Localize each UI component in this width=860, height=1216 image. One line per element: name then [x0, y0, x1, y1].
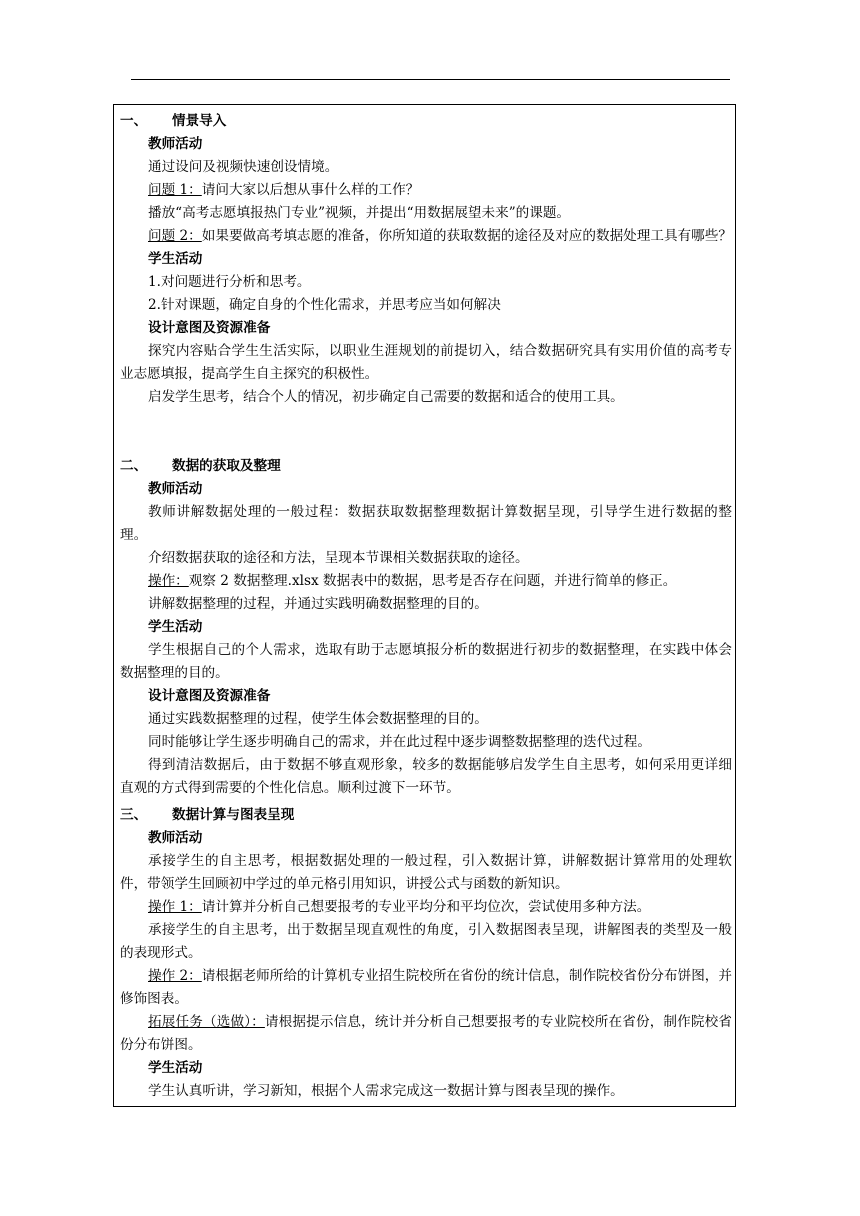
paragraph: 讲解数据整理的过程，并通过实践明确数据整理的目的。 — [148, 596, 488, 612]
student-heading: 学生活动 — [148, 1060, 203, 1076]
section-number: 一、 — [120, 113, 148, 129]
design-heading: 设计意图及资源准备 — [148, 688, 271, 704]
paragraph: 2.针对课题，确定自身的个性化需求，并思考应当如何解决 — [148, 297, 501, 313]
student-heading: 学生活动 — [148, 251, 203, 267]
paragraph: 启发学生思考，结合个人的情况，初步确定自己需要的数据和适合的使用工具。 — [148, 389, 624, 405]
paragraph: 学生根据自己的个人需求，选取有助于志愿填报分析的数据进行初步的数据整理，在实践中体会数据整理的目的。 — [120, 642, 732, 681]
paragraph: 探究内容贴合学生生活实际，以职业生涯规划的前提切入，结合数据研究具有实用价值的高考专业志愿填报，提高学生自主探究的积极性。 — [120, 343, 732, 382]
section-title: 数据计算与图表呈现 — [172, 807, 295, 823]
section-title: 数据的获取及整理 — [172, 458, 281, 474]
paragraph: 介绍数据获取的途径和方法，呈现本节课相关数据获取的途径。 — [148, 550, 529, 566]
paragraph: 1.对问题进行分析和思考。 — [148, 274, 311, 290]
paragraph: 承接学生的自主思考，根据数据处理的一般过程，引入数据计算，讲解数据计算常用的处理软件，带领学生回顾初中学过的单元格引用知识，讲授公式与函数的新知识。 — [120, 853, 732, 892]
paragraph: 得到清洁数据后，由于数据不够直观形象，较多的数据能够启发学生自主思考，如何采用更详细直观的方式得到需要的个性化信息。顺利过渡下一环节。 — [120, 757, 732, 796]
section-title: 情景导入 — [172, 113, 227, 129]
paragraph: 操作 1：请计算并分析自己想要报考的专业平均分和平均位次，尝试使用多种方法。 — [148, 899, 651, 915]
question-label: 问题 1： — [148, 182, 202, 198]
section-number: 二、 — [120, 458, 148, 474]
header-rule — [131, 79, 730, 80]
operation-label: 操作： — [148, 573, 189, 589]
section-number: 三、 — [120, 807, 148, 823]
paragraph: 承接学生的自主思考，出于数据呈现直观性的角度，引入数据图表呈现，讲解图表的类型及一般的表现形式。 — [120, 922, 732, 961]
paragraph: 问题 2：如果要做高考填志愿的准备，你所知道的获取数据的途径及对应的数据处理工具有哪些？ — [148, 228, 732, 244]
paragraph: 学生认真听讲，学习新知，根据个人需求完成这一数据计算与图表呈现的操作。 — [148, 1083, 624, 1099]
paragraph: 通过实践数据整理的过程，使学生体会数据整理的目的。 — [148, 711, 488, 727]
operation-label: 操作 2： — [148, 968, 202, 984]
question-label: 问题 2： — [148, 228, 202, 244]
operation-label: 操作 1： — [148, 899, 202, 915]
lesson-content — [120, 110, 732, 1103]
paragraph: 操作 2：请根据老师所给的计算机专业招生院校所在省份的统计信息，制作院校省份分布饼图，并修饰图表。 — [120, 968, 732, 1007]
teacher-heading: 教师活动 — [148, 830, 203, 846]
paragraph: 同时能够让学生逐步明确自己的需求，并在此过程中逐步调整数据整理的迭代过程。 — [148, 734, 651, 750]
section-heading — [120, 455, 732, 478]
teacher-heading: 教师活动 — [148, 136, 203, 152]
section-heading — [120, 110, 732, 133]
paragraph: 播放“高考志愿填报热门专业”视频，并提出“用数据展望未来”的课题。 — [148, 205, 571, 221]
paragraph: 操作：观察 2 数据整理.xlsx 数据表中的数据，思考是否存在问题，并进行简单的修正。 — [148, 573, 677, 589]
section-heading — [120, 804, 732, 827]
extension-task-label: 拓展任务（选做）： — [148, 1014, 265, 1030]
teacher-heading: 教师活动 — [148, 481, 203, 497]
paragraph: 教师讲解数据处理的一般过程：数据获取数据整理数据计算数据呈现，引导学生进行数据的整理。 — [120, 504, 732, 543]
design-heading: 设计意图及资源准备 — [148, 320, 271, 336]
paragraph: 拓展任务（选做）：请根据提示信息，统计并分析自己想要报考的专业院校所在省份，制作院校省份分布饼图。 — [120, 1014, 732, 1053]
paragraph: 通过设问及视频快速创设情境。 — [148, 159, 339, 175]
paragraph: 问题 1：请问大家以后想从事什么样的工作？ — [148, 182, 420, 198]
student-heading: 学生活动 — [148, 619, 203, 635]
